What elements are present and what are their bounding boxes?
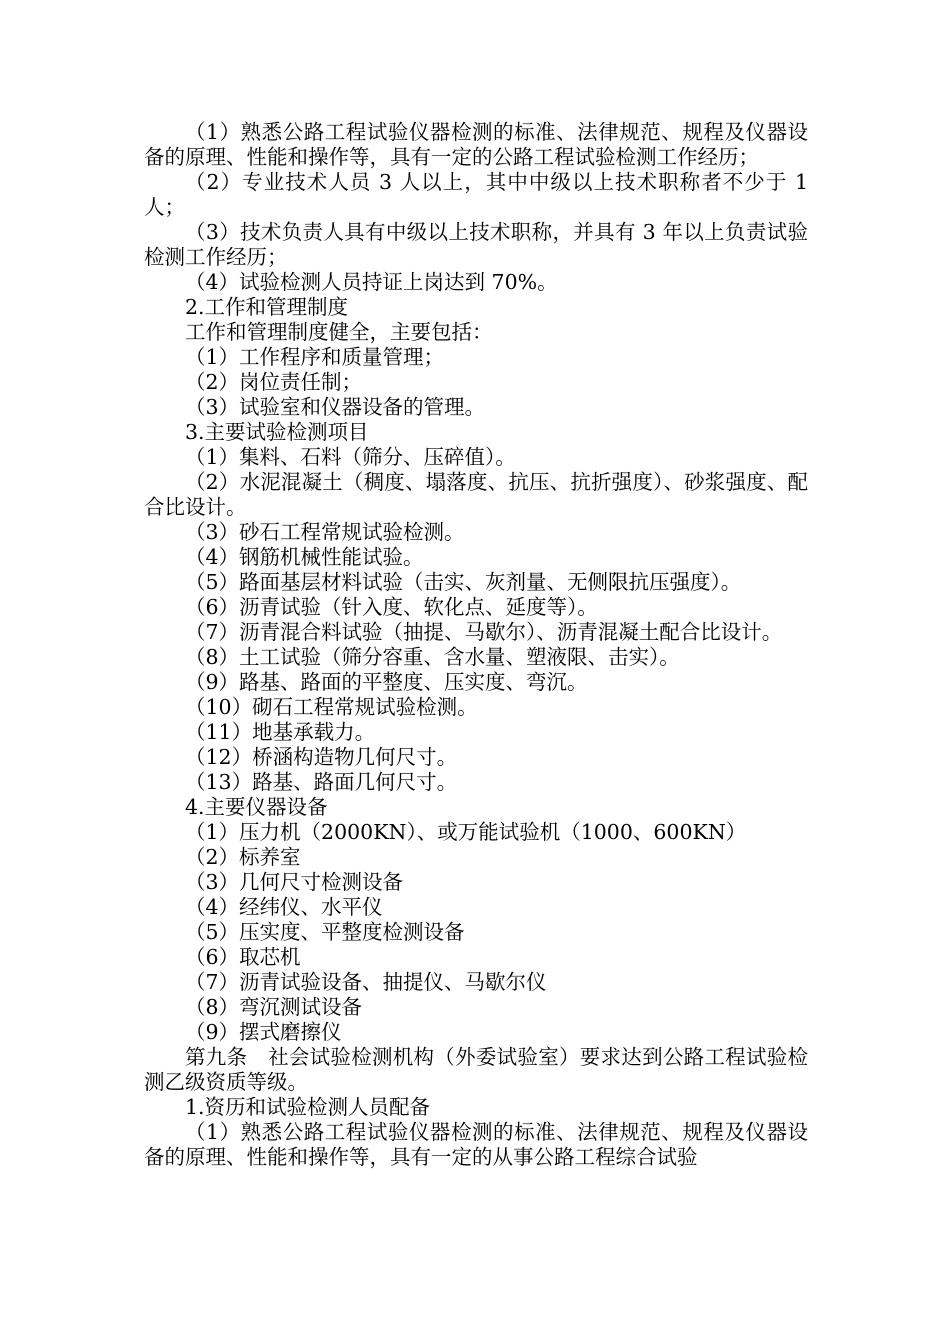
list-item-equipment-2: （2）标养室 [185,845,301,869]
paragraph-qualification-1: （1）熟悉公路工程试验仪器检测的标准、法律规范、规程及仪器设备的原理、性能和操作等，具有一定的公路工程试验检测工作经历； [144,120,808,169]
list-item-equipment-6: （6）取芯机 [185,945,301,969]
list-item-test-12: （12）桥涵构造物几何尺寸。 [185,745,458,769]
list-item-equipment-3: （3）几何尺寸检测设备 [185,870,404,894]
paragraph-qualification-4: （4）试验检测人员持证上岗达到 70%。 [185,270,558,294]
paragraph-qualification-continued: （1）熟悉公路工程试验仪器检测的标准、法律规范、规程及仪器设备的原理、性能和操作等，具有一定的从事公路工程综合试验 [144,1120,808,1169]
list-item-equipment-1: （1）压力机（2000KN）、或万能试验机（1000、600KN） [185,820,747,844]
list-item-test-2: （2）水泥混凝土（稠度、塌落度、抗压、抗折强度）、砂浆强度、配合比设计。 [144,470,808,519]
list-item-test-8: （8）土工试验（筛分容重、含水量、塑液限、击实）。 [185,645,680,669]
list-item-equipment-7: （7）沥青试验设备、抽提仪、马歇尔仪 [185,970,547,994]
list-item-test-1: （1）集料、石料（筛分、压碎值）。 [185,445,516,469]
paragraph-qualification-2: （2）专业技术人员 3 人以上，其中中级以上技术职称者不少于 1 人； [144,170,808,219]
list-item-equipment-8: （8）弯沉测试设备 [185,995,363,1019]
list-item-test-9: （9）路基、路面的平整度、压实度、弯沉。 [185,670,588,694]
section-heading-qualification: 1.资历和试验检测人员配备 [185,1095,431,1119]
list-item-equipment-9: （9）摆式磨擦仪 [185,1020,342,1044]
section-heading-test-items: 3.主要试验检测项目 [185,420,369,444]
list-item-test-11: （11）地基承载力。 [185,720,376,744]
paragraph-management-intro: 工作和管理制度健全，主要包括： [185,320,493,344]
document-page [144,120,808,1170]
list-item-equipment-4: （4）经纬仪、水平仪 [185,895,383,919]
list-item-test-13: （13）路基、路面几何尺寸。 [185,770,458,794]
section-heading-management: 2.工作和管理制度 [185,295,349,319]
list-item-test-10: （10）砌石工程常规试验检测。 [185,695,478,719]
list-item-test-7: （7）沥青混合料试验（抽提、马歇尔）、沥青混凝土配合比设计。 [185,620,783,644]
section-heading-equipment: 4.主要仪器设备 [185,795,328,819]
list-item-management-3: （3）试验室和仪器设备的管理。 [185,395,486,419]
list-item-management-2: （2）岗位责任制； [185,370,363,394]
list-item-test-6: （6）沥青试验（针入度、软化点、延度等）。 [185,595,598,619]
paragraph-qualification-3: （3）技术负责人具有中级以上技术职称，并具有 3 年以上负责试验检测工作经历； [144,220,808,269]
article-nine: 第九条 社会试验检测机构（外委试验室）要求达到公路工程试验检测乙级资质等级。 [144,1045,808,1094]
list-item-test-5: （5）路面基层材料试验（击实、灰剂量、无侧限抗压强度）。 [185,570,742,594]
list-item-equipment-5: （5）压实度、平整度检测设备 [185,920,465,944]
list-item-management-1: （1）工作程序和质量管理； [185,345,445,369]
list-item-test-4: （4）钢筋机械性能试验。 [185,545,424,569]
list-item-test-3: （3）砂石工程常规试验检测。 [185,520,465,544]
